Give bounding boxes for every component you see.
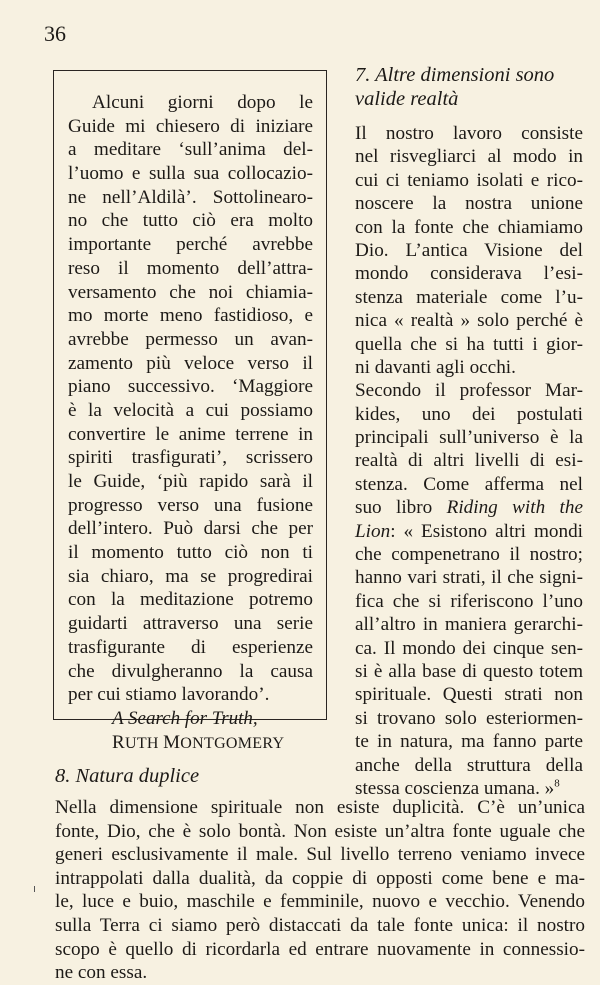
quote-line: le Guide, ‘più rapido sarà il — [68, 471, 313, 492]
body-line: stenza materiale come l’u- — [355, 286, 583, 308]
body-line — [355, 496, 583, 519]
body-line: stenza. Come afferma nel — [355, 473, 583, 495]
quote-source-title: A Search for Truth, — [112, 707, 258, 729]
quote-line: guidarti attraverso una serie — [68, 613, 313, 635]
section-7-heading — [355, 64, 583, 111]
body-line: kides, uno dei postulati — [355, 403, 583, 425]
quote-line: con la meditazione potremo — [68, 589, 313, 611]
author-name-part: UTH — [124, 734, 164, 752]
quote-line: che divulgheranno la causa — [68, 660, 313, 682]
body-line: che compenetrano il nostro; — [355, 544, 583, 566]
quote-line: convertire le anime terrene in — [68, 423, 313, 445]
quote-author — [68, 731, 313, 755]
section-8-paragraph — [55, 796, 585, 985]
body-line: generi esclusivamente il male. Sul livello terreno veniamo invece — [55, 844, 585, 866]
book-title: Riding with the — [446, 497, 583, 519]
body-line: ca. Il mondo dei cinque sen- — [355, 637, 583, 659]
body-line: anche della struttura della — [355, 754, 583, 776]
section-8-heading: 8. Natura duplice — [55, 765, 200, 787]
body-line: mondo considerava l’esi- — [355, 263, 583, 285]
body-line: sulla Terra ci siamo però distaccati da tale fonte unica: il nostro — [55, 914, 585, 936]
quote-line: avrebbe permesso un avan- — [68, 328, 313, 350]
quote-line: spiriti trasfigurati’, scrissero — [68, 447, 313, 469]
body-line: con la fonte che chiamiamo — [355, 216, 583, 238]
author-initial: R — [112, 731, 125, 753]
quote-line: importante perché avrebbe — [68, 234, 313, 256]
section-heading-line: valide realtà — [355, 87, 459, 110]
body-line: realtà di altri livelli di esi- — [355, 450, 583, 472]
quote-line: Guide mi chiesero di iniziare — [68, 115, 313, 137]
body-line: quella che si ha tutti i gior- — [355, 333, 583, 355]
body-line: si è alla base di questo totem — [355, 660, 583, 682]
quote-line: piano successivo. ‘Maggiore — [68, 376, 313, 398]
quote-line: è la velocità a cui possiamo — [68, 399, 313, 421]
quote-line: il momento tutto ciò non ti — [68, 542, 313, 564]
quote-line: dell’intero. Può darsi che per — [68, 518, 313, 540]
body-line: scopo è quello di ricordarla ed entrare nuovamente in connessio- — [55, 938, 585, 960]
body-line: all’altro in maniera gerarchi- — [355, 614, 583, 636]
author-name-part: ONTGOMERY — [180, 734, 285, 752]
book-title: Lion — [355, 520, 391, 542]
body-line: Nella dimensione spirituale non esiste duplicità. C’è un’unica — [55, 797, 585, 818]
author-initial: M — [163, 731, 181, 753]
body-line: te in natura, ma fanno parte — [355, 731, 583, 753]
body-line: ni davanti agli occhi. — [355, 356, 516, 378]
body-line: nica « realtà » solo perché è — [355, 310, 583, 332]
quote-line: zamento più veloce verso il — [68, 352, 313, 374]
body-line: spirituale. Questi strati non — [355, 684, 583, 706]
body-line: si trovano solo esteriormen- — [355, 707, 583, 729]
quote-line: no che tutto ciò era molto — [68, 210, 313, 232]
page-number: 36 — [44, 21, 66, 46]
body-line: le, luce e buio, maschile e femminile, nuovo e vecchio. Venendo — [55, 891, 585, 913]
quote-line: ne nell’Aldilà’. Sottolinearo- — [68, 186, 313, 208]
quote-line: progresso verso una fusione — [68, 494, 313, 516]
quote-box — [53, 70, 327, 753]
margin-mark — [34, 886, 35, 892]
quote-line: l’uomo e sulla sua collocazio- — [68, 163, 313, 185]
body-line: nel risvegliarci al modo in — [355, 146, 583, 168]
body-line: Dio. L’antica Visione del — [355, 239, 583, 261]
body-line: Il nostro lavoro consiste — [355, 123, 583, 144]
body-line: Secondo il professor Mar- — [355, 380, 583, 402]
quote-line: a meditare ‘sull’anima del- — [68, 139, 313, 161]
body-line: noscere la nostra unione — [355, 193, 583, 215]
quote-line: sia chiaro, ma se progredirai — [68, 565, 313, 587]
body-line: hanno vari strati, il che signi- — [355, 567, 583, 589]
quote-line: trasfigurante di esperienze — [68, 636, 313, 658]
book-line-suffix: : « Esistono altri mondi — [390, 520, 583, 542]
section-heading-line: 7. Altre dimensioni sono — [355, 64, 555, 86]
book-line-prefix: suo libro — [355, 497, 447, 519]
last-line: stessa coscienza umana. » — [355, 777, 555, 799]
body-line: ne con essa. — [55, 962, 148, 984]
quote-line: Alcuni giorni dopo le — [92, 92, 313, 113]
body-line: fica che si riferiscono l’uno — [355, 590, 583, 612]
body-line — [355, 520, 583, 543]
body-line: intrappolati dalla dualità, da coppie di opposti come bene e ma- — [55, 867, 585, 889]
body-line: cui ci teniamo isolati e rico- — [355, 169, 583, 191]
body-line: principali sull’universo è la — [355, 427, 583, 449]
quote-line: reso il momento dell’attra- — [68, 257, 313, 279]
quote-text — [68, 91, 313, 754]
quote-line: versamento che noi chiamia- — [68, 281, 313, 303]
body-line: fonte, Dio, che è solo bontà. Non esiste un’altra fonte uguale che — [55, 820, 585, 842]
footnote-ref: 8 — [554, 777, 560, 790]
quote-line: mo morte meno fastidioso, e — [68, 305, 313, 327]
quote-line: per cui stiamo lavorando’. — [68, 684, 270, 706]
section-7 — [355, 64, 583, 800]
